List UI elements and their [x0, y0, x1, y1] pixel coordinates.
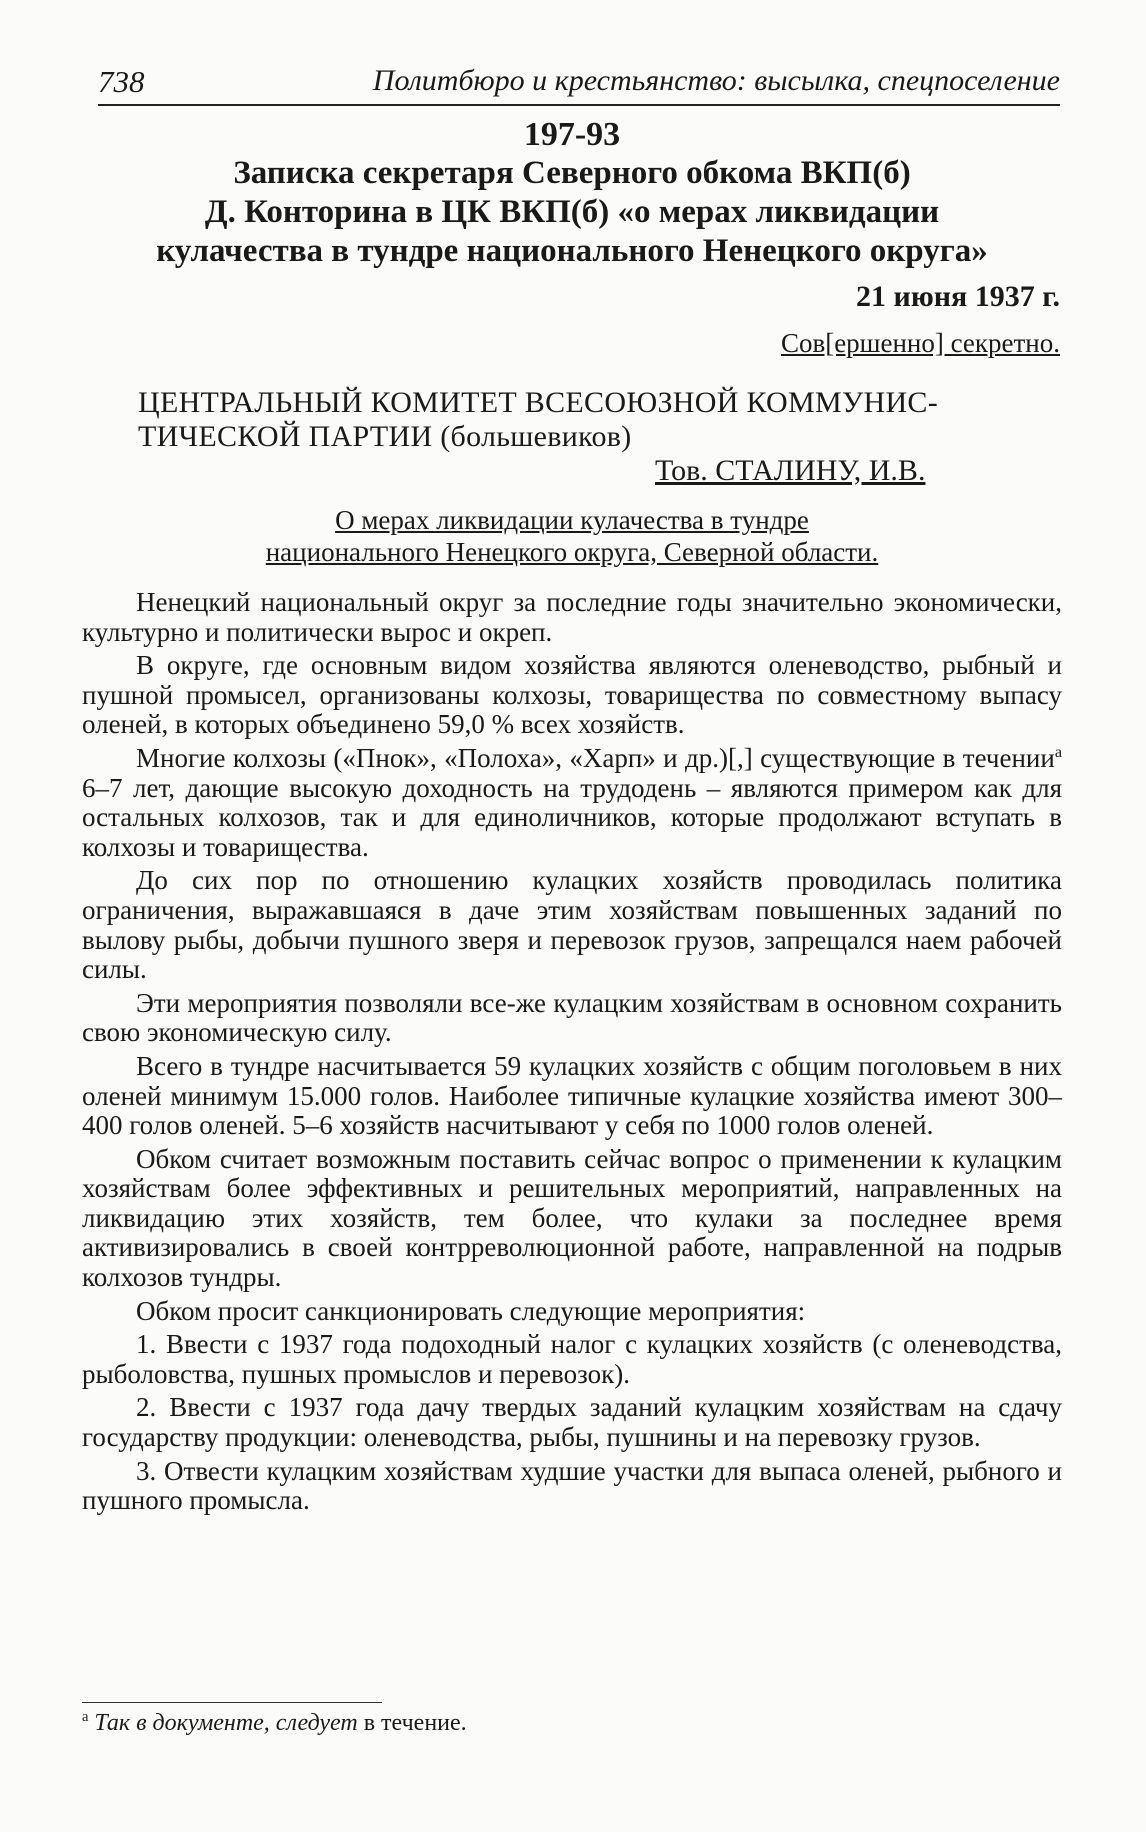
document-title-line: Записка секретаря Северного обкома ВКП(б): [233, 155, 911, 191]
running-title: Политбюро и крестьянство: высылка, спецпоселение: [372, 64, 1060, 97]
subject-heading: [82, 504, 1062, 568]
recipient-name: Тов. СТАЛИНУ, И.В.: [655, 454, 926, 487]
footnote-mark: а: [82, 1709, 89, 1725]
paragraph-text: 6–7 лет, дающие высокую доходность на трудодень – являются примером как для остальных колхозов, так и для единоличников, которые продолжают вступать в колхозы и товарищества.: [82, 772, 1062, 862]
paragraph: В округе, где основным видом хозяйства являются оленеводство, рыбный и пушной промысел, организованы колхозы, товарищества по совместному выпасу оленей, в которых объединено 59,0 % всех хозяйств.: [82, 650, 1062, 740]
list-item: 2. Ввести с 1937 года дачу твердых заданий кулацким хозяйствам на сдачу государству продукции: оленеводства, рыбы, пушнины и на перевозку грузов.: [82, 1392, 1062, 1453]
footnote: [82, 1710, 467, 1737]
footnote-text: в течение.: [357, 1710, 467, 1736]
paragraph-text: Многие колхозы («Пнок», «Полоха», «Харп» и др.)[,] существующие в течении: [136, 742, 1055, 773]
list-item: 3. Отвести кулацким хозяйствам худшие участки для выпаса оленей, рыбного и пушного промысла.: [82, 1455, 1062, 1516]
document-title-line: кулачества в тундре национального Ненецкого округа»: [156, 233, 988, 269]
addressee-block: [138, 386, 1058, 454]
paragraph: [82, 744, 1062, 862]
paragraph: Ненецкий национальный округ за последние годы значительно экономически, культурно и политически вырос и окреп.: [82, 587, 1062, 647]
list-item: 1. Ввести с 1937 года подоходный налог с кулацких хозяйств (с оленеводства, рыболовства, пушных промыслов и перевозок).: [82, 1329, 1062, 1389]
paragraph: Обком просит санкционировать следующие мероприятия:: [136, 1295, 806, 1326]
document-title: [82, 154, 1062, 271]
paragraph: До сих пор по отношению кулацких хозяйств проводилась политика ограничения, выражавшаяся в даче этим хозяйствам повышенных заданий по вылову рыбы, добычи пушного зверя и перевозок грузов, запрещался наем рабочей силы.: [82, 865, 1062, 985]
paragraph: Эти мероприятия позволяли все-же кулацким хозяйствам в основном сохранить свою экономическую силу.: [82, 987, 1062, 1048]
footnote-reference: а: [1054, 742, 1062, 761]
footnote-italic-text: Так в документе, следует: [94, 1710, 358, 1736]
page-number: 738: [98, 64, 145, 99]
subject-line: национального Ненецкого округа, Северной области.: [265, 537, 879, 567]
addressee-line: ЦЕНТРАЛЬНЫЙ КОМИТЕТ ВСЕСОЮЗНОЙ КОММУНИС-: [138, 386, 939, 419]
paragraph: Обком считает возможным поставить сейчас вопрос о применении к кулацким хозяйствам более эффективных и решительных мероприятий, направленных на ликвидацию этих хозяйств, тем более, что кулаки за последнее время активизировались в своей контрреволюционной работе, направленной на подрыв колхозов тундры.: [82, 1143, 1062, 1293]
document-body: [82, 588, 1062, 1520]
document-number: 197-93: [523, 116, 621, 153]
paragraph: Всего в тундре насчитывается 59 кулацких хозяйств с общим поголовьем в них оленей минимум 15.000 голов. Наиболее типичные кулацкие хозяйства имеют 300–400 голов оленей. 5–6 хозяйств насчитывают у себя по 1000 голов оленей.: [82, 1050, 1062, 1141]
document-title-line: Д. Конторина в ЦК ВКП(б) «о мерах ликвидации: [204, 194, 940, 230]
footnote-divider: [82, 1702, 382, 1703]
running-header: [98, 62, 1060, 106]
subject-line: О мерах ликвидации кулачества в тундре: [335, 505, 809, 535]
addressee-line: ТИЧЕСКОЙ ПАРТИИ (большевиков): [138, 420, 632, 453]
classification-stamp: Сов[ершенно] секретно.: [780, 328, 1060, 358]
document-date: 21 июня 1937 г.: [856, 280, 1060, 313]
